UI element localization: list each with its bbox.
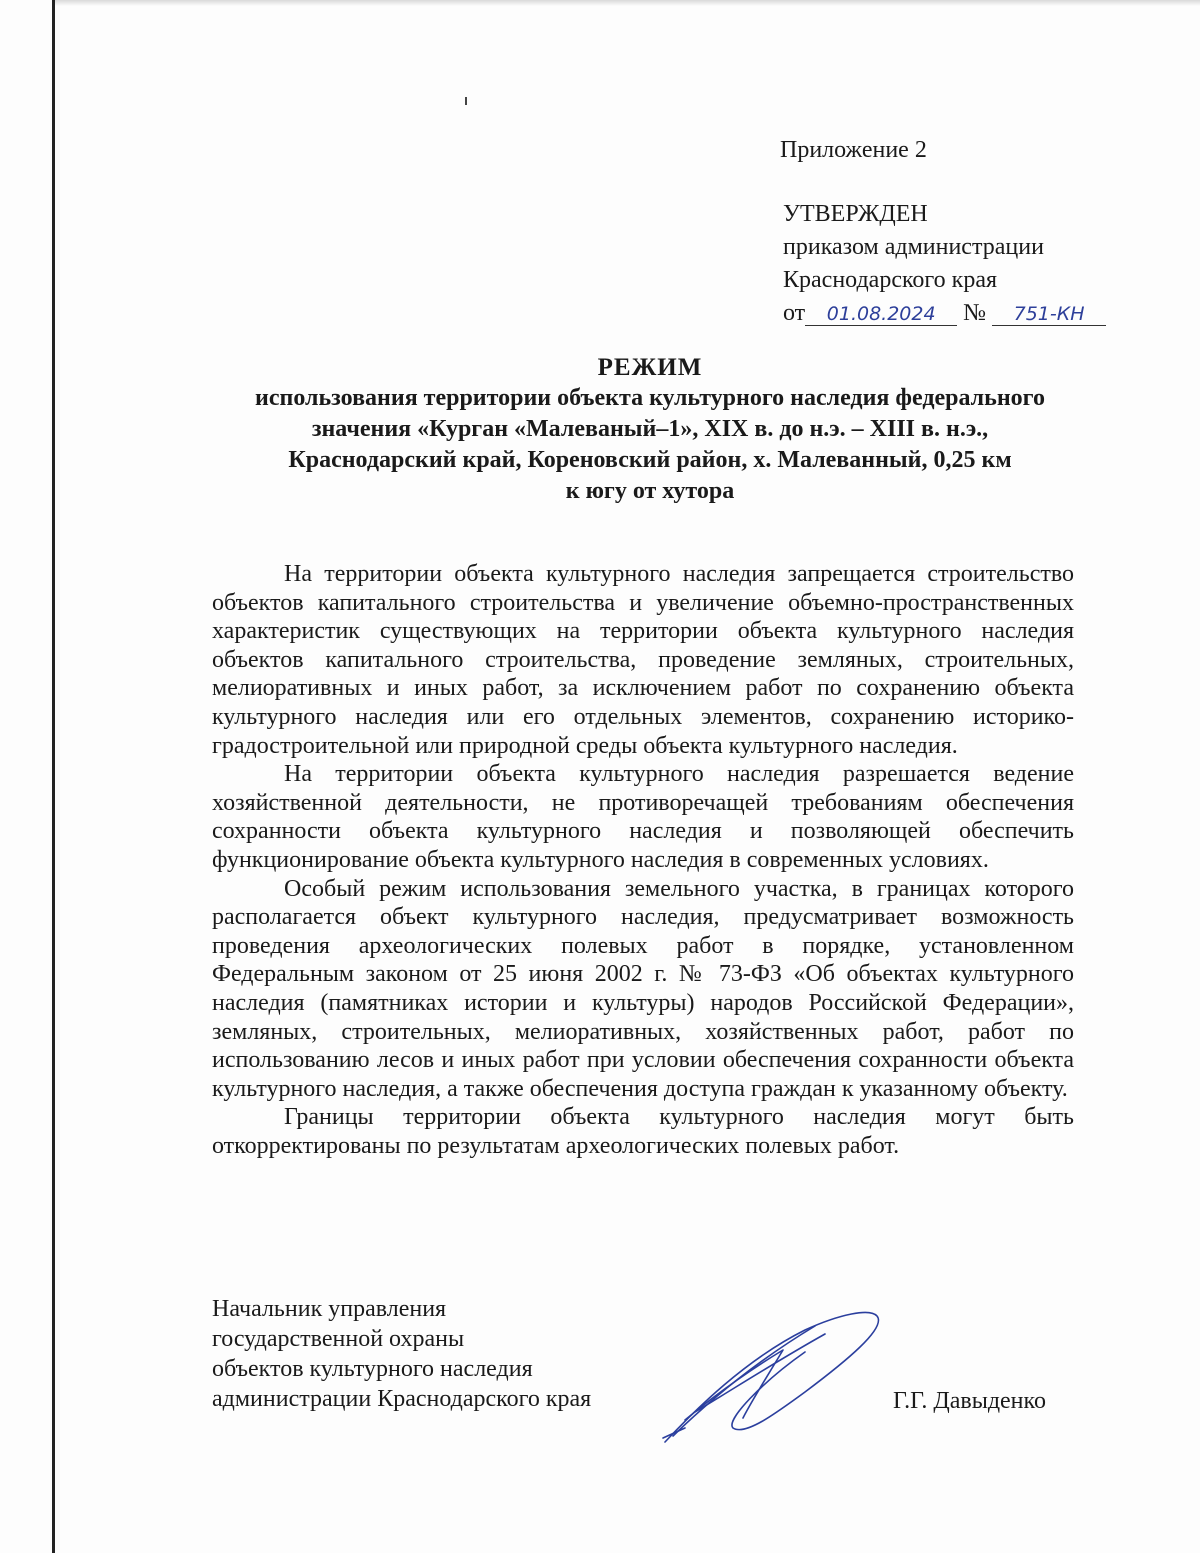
paragraph-boundaries: Границы территории объекта культурного наследия могут быть откорректированы по результатам археологических полевых работ. [212, 1104, 1074, 1159]
signatory-position [212, 1294, 591, 1414]
scan-top-edge [55, 0, 1200, 6]
paragraph-prohibitions: На территории объекта культурного наследия запрещается строительство объектов капитального строительства и увеличение объемно-пространственных характеристик существующих на территории объекта культурного наследия объектов капитального строительства, проведение земляных, строительных, мелиоративных и иных работ, за исключением работ по сохранению объекта культурного наследия или его отдельных элементов, сохранению историко-градостроительной или природной среды объекта культурного наследия. [212, 561, 1074, 759]
handwritten-signature [655, 1300, 890, 1450]
paragraph-permissions: На территории объекта культурного наследия разрешается ведение хозяйственной деятельности, не противоречащей требованиям обеспечения сохранности объекта культурного наследия и позволяющей обеспечить функционирование объекта культурного наследия в современных условиях. [212, 761, 1074, 873]
title-line-1: использования территории объекта культурного наследия федерального [255, 385, 1045, 411]
title-main: РЕЖИМ [597, 354, 703, 381]
scan-left-edge [52, 0, 55, 1553]
stray-mark [465, 97, 467, 105]
body-text [212, 560, 1074, 1160]
approval-block [783, 198, 1106, 330]
position-line-3: объектов культурного наследия [212, 1356, 533, 1382]
order-date-number-line [783, 297, 1106, 330]
position-line-2: государственной охраны [212, 1326, 465, 1352]
title-line-3: Краснодарский край, Кореновский район, х. Малеванный, 0,25 км [288, 447, 1012, 473]
position-line-4: администрации Краснодарского края [212, 1386, 592, 1412]
paragraph-special-regime: Особый режим использования земельного участка, в границах которого располагается объект культурного наследия, предусматривает возможность проведения археологических полевых работ в порядке, установленном Федеральным законом от 25 июня 2002 г. № 73-ФЗ «Об объектах культурного наследия (памятниках истории и культуры) народов Российской Федерации», земляных, строительных, мелиоративных, хозяйственных работ, работ по использованию лесов и иных работ при условии обеспечения сохранности объекта культурного наследия, а также обеспечения доступа граждан к указанному объекту. [212, 875, 1074, 1102]
handwritten-order-number: 751-КН [992, 303, 1106, 326]
document-title [100, 352, 1200, 507]
approval-line-1: приказом администрации [783, 234, 1044, 260]
number-prefix: № [963, 300, 987, 326]
handwritten-date: 01.08.2024 [805, 303, 957, 326]
date-prefix: от [783, 300, 806, 326]
appendix-label: Приложение 2 [780, 137, 927, 163]
approval-title: УТВЕРЖДЕН [783, 201, 928, 227]
signatory-name: Г.Г. Давыденко [893, 1388, 1046, 1414]
title-line-2: значения «Курган «Малеваный–1», XIX в. до н.э. – XIII в. н.э., [311, 416, 989, 442]
position-line-1: Начальник управления [212, 1296, 447, 1322]
approval-line-2: Краснодарского края [783, 267, 998, 293]
title-line-4: к югу от хутора [565, 478, 735, 504]
